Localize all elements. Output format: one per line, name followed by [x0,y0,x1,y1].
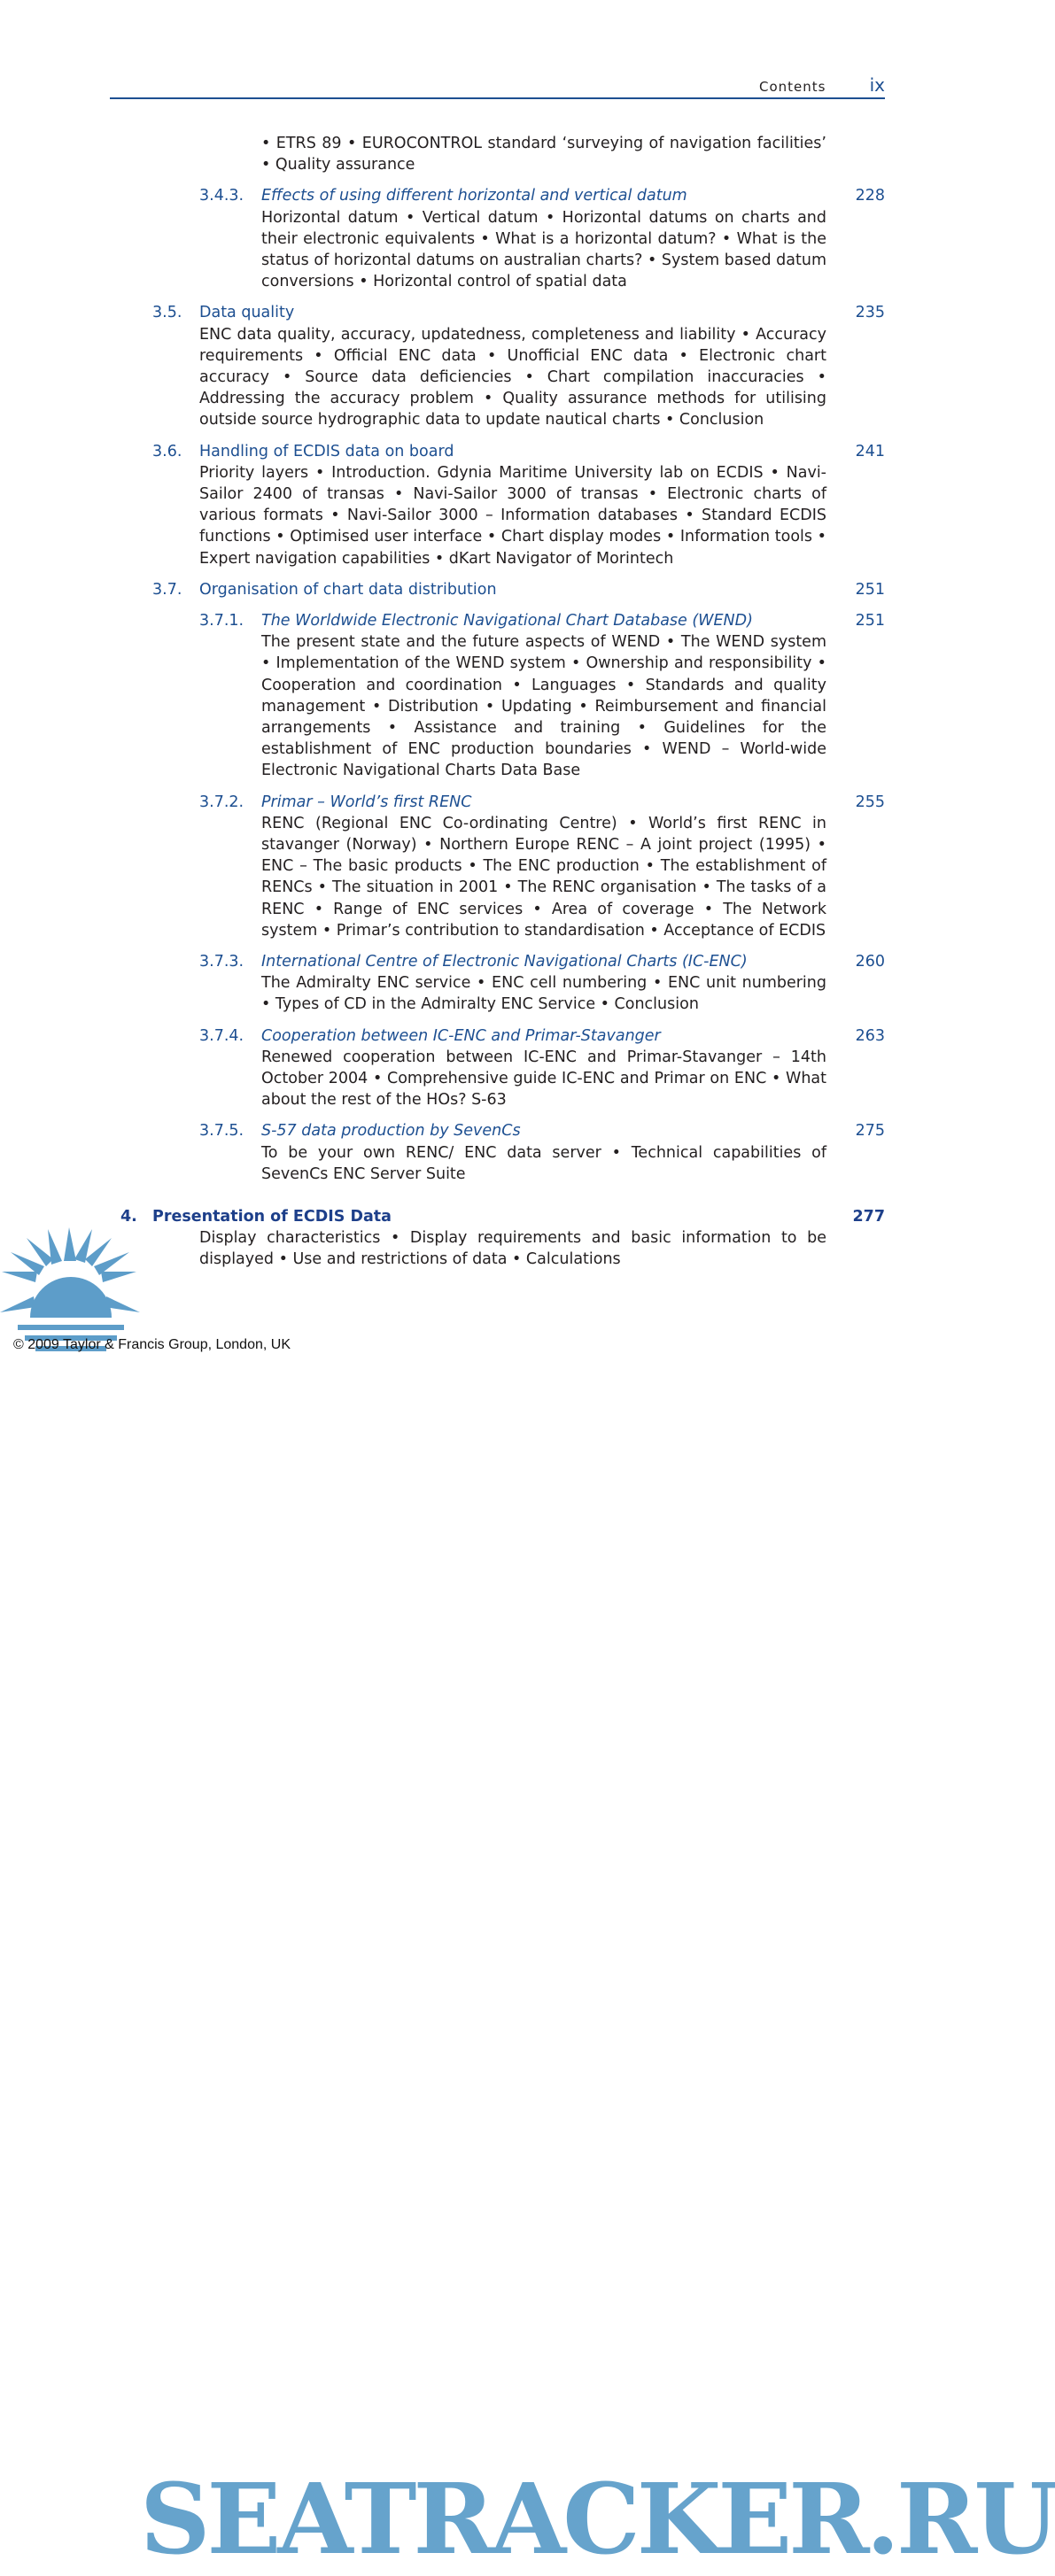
toc-entry-description: The present state and the future aspects of WEND • The WEND system • Implementation of the WEND system • Ownership and responsibility • Cooperation and coordination • Languages • Standards and quality management • Distribution • Updating • Reimbursement and financial arrangements • Assistance and training • Guidelines for the establishment of ENC production boundaries • WEND – World-wide Electronic Navigational Charts Data Base [261,633,826,780]
toc-entry-title[interactable]: Data quality [199,304,295,322]
toc-entry-number: 3.7.2. [199,793,244,811]
toc-entry-3-7-1[interactable] [0,610,957,782]
toc-entry-continuation [0,133,957,175]
toc-entry-page: 235 [855,304,885,322]
toc-entry-title[interactable]: Organisation of chart data distribution [199,580,497,599]
toc-entry-3-6[interactable] [0,441,957,569]
toc-entry-description: RENC (Regional ENC Co-ordinating Centre) • World’s first RENC in stavanger (Norway) • Northern Europe RENC – A joint project (1995) • ENC – The basic products • The ENC production • The establishment of RENCs • The situation in 2001 • The RENC organisation • The tasks of a RENC • Range of ENC services • Area of coverage • The Network system • Primar’s contribution to standardisation • Acceptance of ECDIS [261,814,826,940]
toc-entry-description: Priority layers • Introduction. Gdynia Maritime University lab on ECDIS • Navi-Sailor 2400 of transas • Navi-Sailor 3000 of transas • Electronic charts of various formats • Navi-Sailor 3000 – Information databases • Standard ECDIS functions • Optimised user interface • Chart display modes • Information tools • Expert navigation capabilities • dKart Navigator of Morintech [199,463,826,568]
toc-entry-page: 251 [855,580,885,599]
toc-entry-title[interactable]: Presentation of ECDIS Data [152,1208,392,1226]
toc-entry-description: Horizontal datum • Vertical datum • Horizontal datums on charts and their electronic equivalents • What is a horizontal datum? • What is the status of horizontal datums on australian charts? • System based datum conversions • Horizontal control of spatial data [261,208,826,291]
toc-entry-description: The Admiralty ENC service • ENC cell numbering • ENC unit numbering • Types of CD in the Admiralty ENC Service • Conclusion [261,974,826,1014]
toc-entry-page: 277 [852,1208,885,1226]
toc-entry-number: 3.5. [152,304,182,322]
toc-entry-title[interactable]: S-57 data production by SevenCs [261,1122,521,1141]
toc-entry-page: 263 [855,1026,885,1045]
toc-entry-number: 3.7.1. [199,612,244,630]
toc-entry-title[interactable]: The Worldwide Electronic Navigational Chart Database (WEND) [261,612,753,630]
toc-entry-description: • ETRS 89 • EUROCONTROL standard ‘surveying of navigation facilities’ • Quality assurance [261,135,826,174]
toc-entry-title[interactable]: Cooperation between IC-ENC and Primar-Stavanger [261,1026,661,1045]
page-number: ix [869,74,885,96]
toc-entry-number: 3.7.5. [199,1122,244,1141]
header-rule [110,97,885,99]
toc-entry-page: 228 [855,187,885,205]
running-head-title: Contents [759,79,826,95]
watermark-text: SEATRACKER.RU [140,2462,1055,2576]
toc-entry-number: 4. [120,1208,137,1226]
toc-entry-title[interactable]: International Centre of Electronic Navigational Charts (IC-ENC) [261,953,748,971]
toc-entry-3-7-5[interactable] [0,1120,957,1185]
toc-entry-title[interactable]: Handling of ECDIS data on board [199,442,454,460]
running-head [0,74,885,96]
toc-entry-page: 255 [855,793,885,811]
toc-entry-page: 251 [855,612,885,630]
toc-entry-description: ENC data quality, accuracy, updatedness, completeness and liability • Accuracy requirements • Official ENC data • Unofficial ENC data • Electronic chart accuracy • Source data deficiencies • Chart compilation inaccuracies • Addressing the accuracy problem • Quality assurance methods for utilising outside source hydrographic data to update nautical charts • Conclusion [199,325,826,429]
toc-entry-number: 3.7.3. [199,953,244,971]
toc-entry-3-7[interactable] [0,579,957,600]
toc-entry-number: 3.4.3. [199,187,244,205]
toc-entry-3-7-2[interactable] [0,792,957,941]
toc-entry-3-7-3[interactable] [0,951,957,1016]
toc-entry-page: 275 [855,1122,885,1141]
toc-entry-description: To be your own RENC/ ENC data server • Technical capabilities of SevenCs ENC Server Suite [261,1143,826,1183]
toc-entry-3-7-4[interactable] [0,1025,957,1111]
toc-entry-number: 3.7. [152,580,182,599]
toc-entry-3-5[interactable] [0,302,957,430]
table-of-contents [0,133,957,1271]
toc-entry-description: Renewed cooperation between IC-ENC and Primar-Stavanger – 14th October 2004 • Comprehensive guide IC-ENC and Primar on ENC • What about the rest of the HOs? S-63 [261,1048,826,1110]
toc-entry-number: 3.6. [152,442,182,460]
toc-entry-3-4-3[interactable] [0,185,957,292]
toc-entry-title[interactable]: Primar – World’s first RENC [261,793,472,811]
toc-entry-page: 260 [855,953,885,971]
toc-entry-number: 3.7.4. [199,1026,244,1045]
toc-entry-description: Display characteristics • Display requirements and basic information to be displayed • Use and restrictions of data • Calculations [199,1229,826,1269]
copyright-notice: © 2009 Taylor & Francis Group, London, UK [13,1337,291,1352]
toc-entry-page: 241 [855,442,885,460]
toc-entry-title[interactable]: Effects of using different horizontal and vertical datum [261,187,687,205]
